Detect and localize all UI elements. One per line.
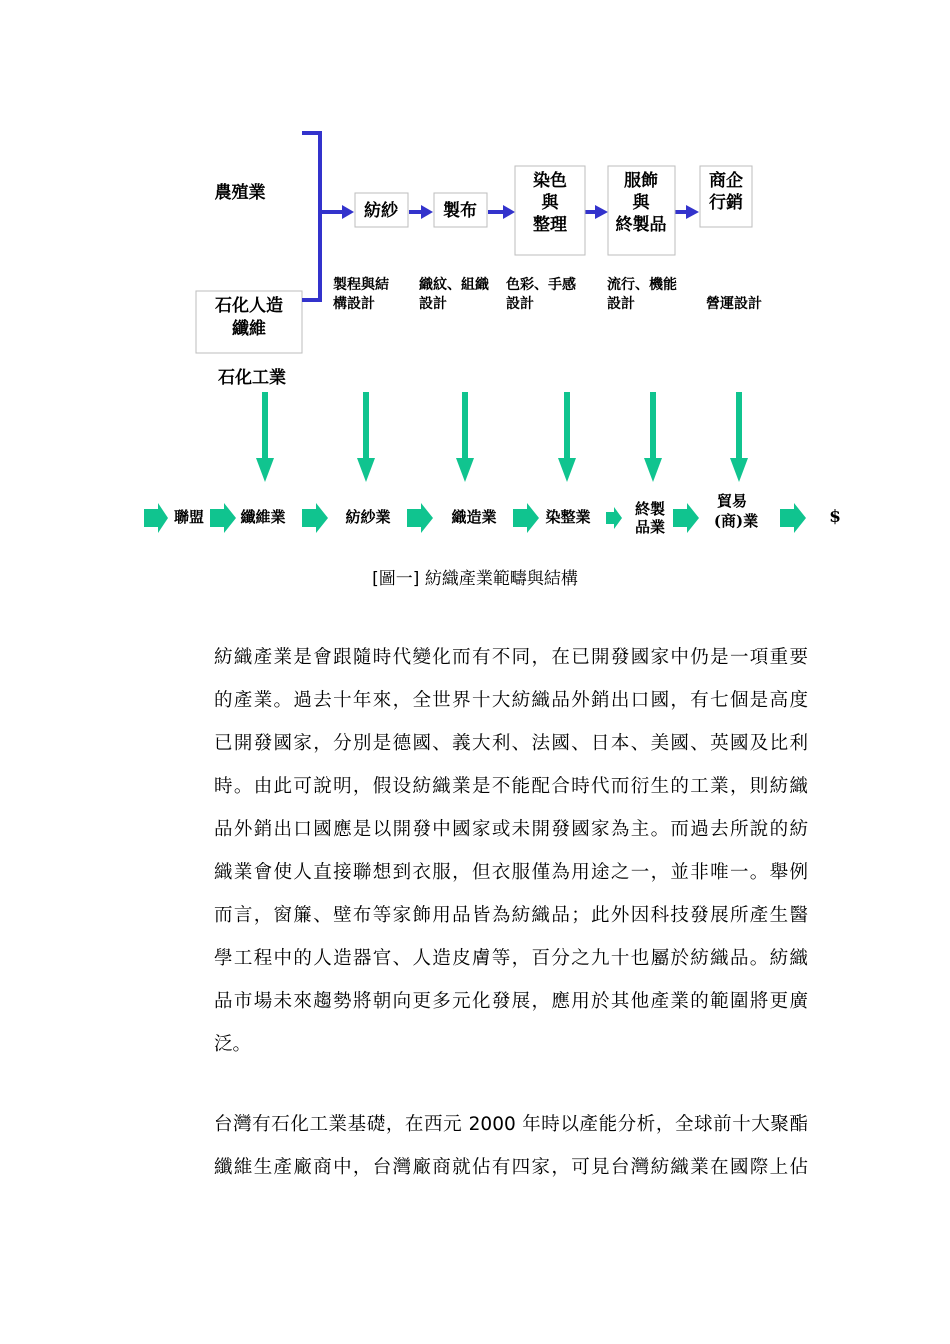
chain-final-product-1: 終製 xyxy=(634,500,666,518)
petro-industry-label: 石化工業 xyxy=(218,368,286,388)
chain-trade-2: (商)業 xyxy=(713,512,759,530)
stage-spinning-note-1: 製程與結 xyxy=(333,277,389,293)
chain-final-product-2: 品業 xyxy=(634,518,666,536)
stage-spinning-note-2: 構設計 xyxy=(333,296,375,312)
agriculture-label: 農殖業 xyxy=(214,183,266,203)
stage-dyeing-label-1: 染色 xyxy=(533,171,567,191)
stage-spinning-label: 紡紗 xyxy=(364,201,398,221)
paragraph-line: 纖維生產廠商中，台灣廠商就佔有四家，可見台灣紡織業在國際上佔 xyxy=(214,1157,808,1178)
paragraph-2 xyxy=(214,1103,808,1189)
paragraph-line: 品市場未來趨勢將朝向更多元化發展，應用於其他產業的範圍將更廣 xyxy=(214,991,808,1012)
stage-weaving-note-2: 設計 xyxy=(419,296,447,312)
paragraph-line: 品外銷出口國應是以開發中國家或未開發國家為主。而過去所說的紡 xyxy=(214,819,808,840)
paragraph-line: 已開發國家，分別是德國、義大利、法國、日本、美國、英國及比利 xyxy=(214,733,808,754)
stage-dyeing-label-3: 整理 xyxy=(533,215,567,235)
paragraph-1 xyxy=(214,636,808,1066)
paragraph-line: 學工程中的人造器官、人造皮膚等，百分之九十也屬於紡織品。紡織 xyxy=(214,948,808,969)
paragraph-line: 的產業。過去十年來，全世界十大紡織品外銷出口國，有七個是高度 xyxy=(214,690,808,711)
stage-apparel-note-2: 設計 xyxy=(607,296,635,312)
stage-weaving-label: 製布 xyxy=(443,201,477,221)
paragraph-line: 而言，窗簾、壁布等家飾用品皆為紡織品；此外因科技發展所產生醫 xyxy=(214,905,808,926)
chain-alliance: 聯盟 xyxy=(173,508,205,526)
chain-dyeing-industry: 染整業 xyxy=(545,508,591,526)
paragraph-line: 紡織產業是會跟隨時代變化而有不同，在已開發國家中仍是一項重要 xyxy=(214,647,808,668)
stage-dyeing-note-2: 設計 xyxy=(506,296,534,312)
chain-weaving-industry: 織造業 xyxy=(451,508,497,526)
petro-fiber-label-1: 石化人造 xyxy=(215,296,283,316)
paragraph-line: 織業會使人直接聯想到衣服，但衣服僅為用途之一，並非唯一。舉例 xyxy=(214,862,808,883)
stage-apparel-note-1: 流行、機能 xyxy=(607,277,677,293)
stage-apparel-label-3: 終製品 xyxy=(615,215,667,235)
figure-caption: [圖一] 紡織產業範疇與結構 xyxy=(372,569,578,589)
chain-trade-1: 貿易 xyxy=(716,492,748,510)
stage-marketing-label-2: 行銷 xyxy=(709,193,743,213)
stage-marketing-note: 營運設計 xyxy=(706,296,762,312)
chain-money: $ xyxy=(829,507,841,527)
chain-fiber-industry: 纖維業 xyxy=(240,508,286,526)
textile-industry-structure-diagram xyxy=(0,0,950,560)
paragraph-line: 台灣有石化工業基礎，在西元 2000 年時以產能分析，全球前十大聚酯 xyxy=(214,1114,808,1135)
paragraph-line: 時。由此可說明，假设紡織業是不能配合時代而衍生的工業，則紡織 xyxy=(214,776,808,797)
stage-dyeing-note-1: 色彩、手感 xyxy=(506,277,576,293)
stage-weaving-note-1: 織紋、組織 xyxy=(419,277,489,293)
stage-apparel-label-2: 與 xyxy=(632,193,650,213)
petro-fiber-label-2: 纖維 xyxy=(232,319,266,339)
stage-apparel-label-1: 服飾 xyxy=(624,171,658,191)
stage-dyeing-label-2: 與 xyxy=(541,193,559,213)
paragraph-line: 泛。 xyxy=(214,1034,252,1055)
stage-marketing-label-1: 商企 xyxy=(709,171,743,191)
chain-spinning-industry: 紡紗業 xyxy=(345,508,391,526)
down-arrows xyxy=(256,392,748,482)
